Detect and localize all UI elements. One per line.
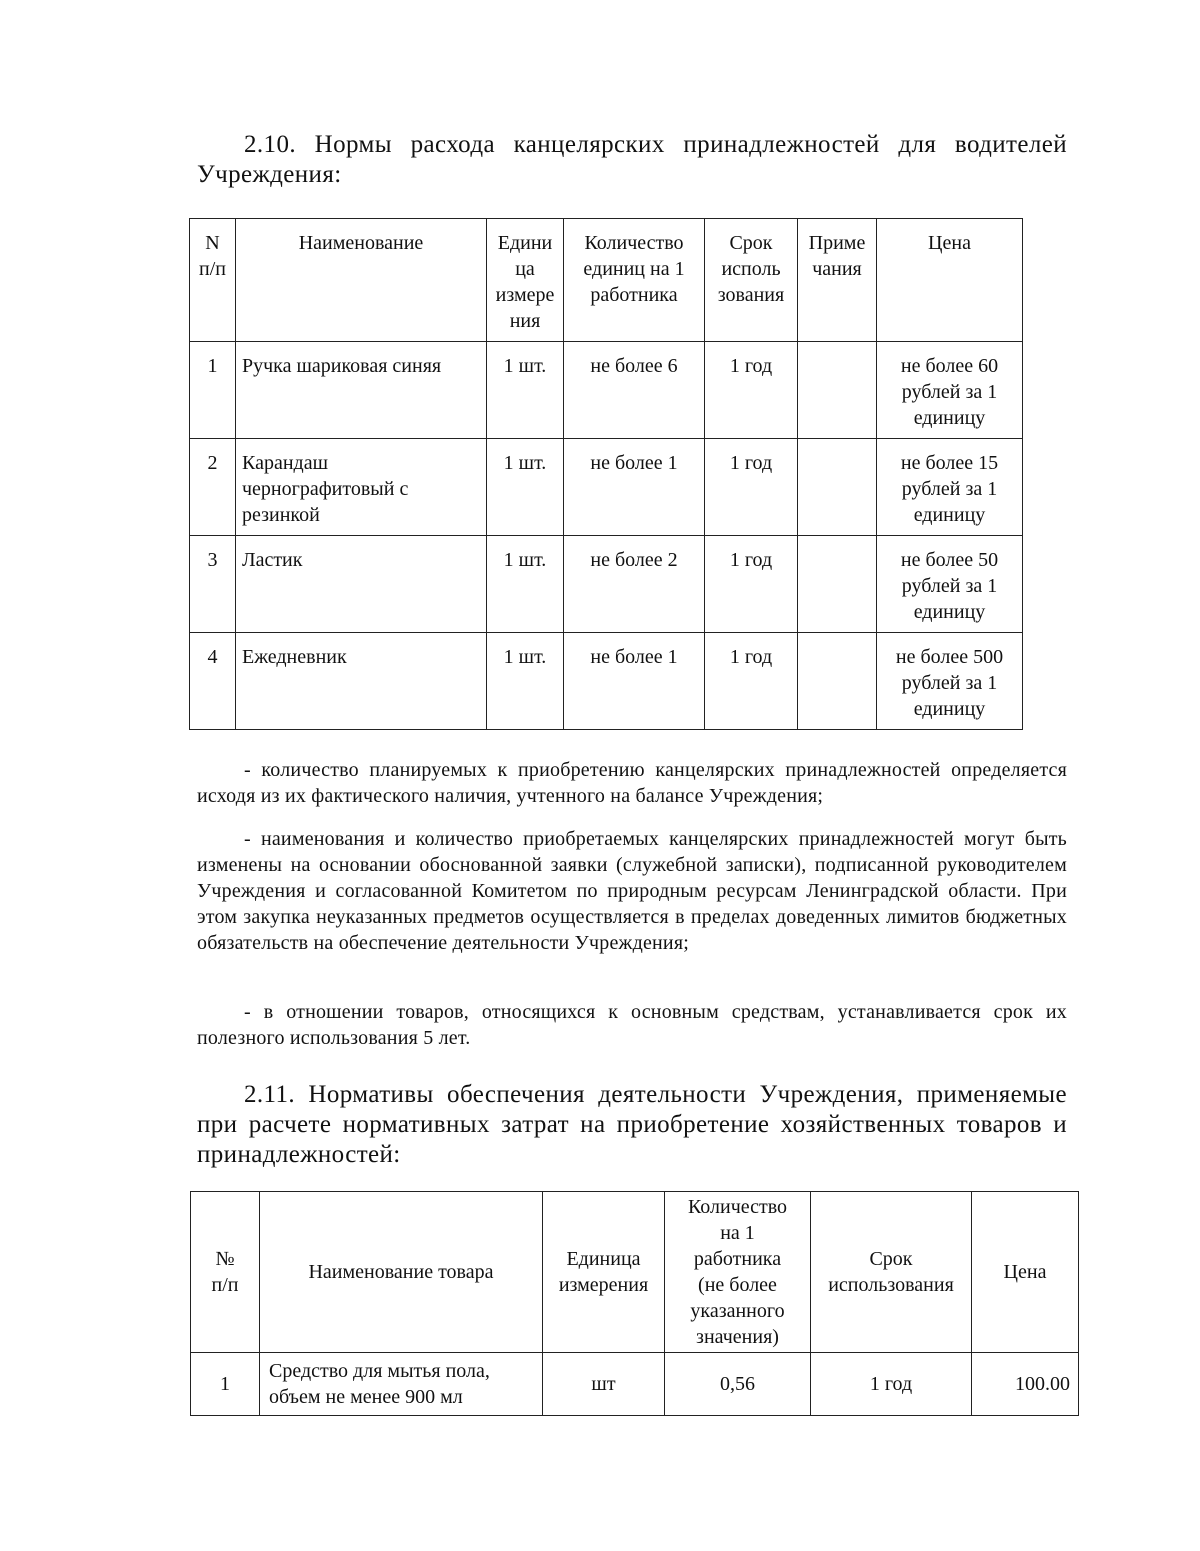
- header-label: Срок исполь зования: [717, 232, 785, 306]
- header-label: Количество единиц на 1 работника: [583, 232, 685, 306]
- cell-price: не более 50 рублей за 1 единицу: [877, 536, 1023, 633]
- header-label: Срок использования: [828, 1248, 954, 1296]
- section-2-10-heading: 2.10. Нормы расхода канцелярских принадлежностей для водителей Учреждения:: [197, 131, 1067, 188]
- header-number: [191, 1192, 260, 1353]
- table-row: [190, 536, 1023, 633]
- header-price: [877, 219, 1023, 342]
- cell-name: Ежедневник: [236, 633, 487, 730]
- header-label: Едини ца измере ния: [495, 232, 555, 332]
- cell-name: Ручка шариковая синяя: [236, 342, 487, 439]
- cell-term: 1 год: [705, 536, 798, 633]
- table-row: [190, 342, 1023, 439]
- cell-unit: 1 шт.: [487, 536, 564, 633]
- header-label: № п/п: [211, 1248, 239, 1296]
- cell-unit: 1 шт.: [487, 439, 564, 536]
- cell-term: 1 год: [705, 342, 798, 439]
- cell-name: Карандаш чернографитовый с резинкой: [236, 439, 487, 536]
- cell-quantity: 0,56: [665, 1353, 811, 1416]
- cell-term: 1 год: [705, 439, 798, 536]
- cell-number: 4: [190, 633, 236, 730]
- section-2-11-heading: 2.11. Нормативы обеспечения деятельности Учреждения, применяемые при расчете нормативных затрат на приобретение хозяйственных товаров и принадлежностей:: [197, 1081, 1067, 1168]
- cell-price: не более 15 рублей за 1 единицу: [877, 439, 1023, 536]
- cell-number: 1: [191, 1353, 260, 1416]
- cell-note: [798, 342, 877, 439]
- header-label: Количество на 1 работника (не более указанного значения): [687, 1196, 788, 1348]
- header-label: Цена: [1003, 1261, 1047, 1283]
- cell-price: не более 60 рублей за 1 единицу: [877, 342, 1023, 439]
- stationery-norms-table: [189, 218, 1023, 730]
- table-header-row: [191, 1192, 1079, 1353]
- cell-quantity: не более 2: [564, 536, 705, 633]
- header-term: [811, 1192, 972, 1353]
- header-label: Наименование: [298, 232, 424, 254]
- header-unit: [487, 219, 564, 342]
- header-label: Цена: [928, 232, 971, 254]
- table-row: [190, 633, 1023, 730]
- cell-name: Ластик: [236, 536, 487, 633]
- cell-term: 1 год: [811, 1353, 972, 1416]
- cell-note: [798, 536, 877, 633]
- cell-term: 1 год: [705, 633, 798, 730]
- cell-unit: шт: [543, 1353, 665, 1416]
- cell-price: не более 500 рублей за 1 единицу: [877, 633, 1023, 730]
- header-notes: [798, 219, 877, 342]
- cell-unit: 1 шт.: [487, 342, 564, 439]
- cell-quantity: не более 1: [564, 439, 705, 536]
- header-label: Наименование товара: [308, 1261, 494, 1283]
- header-number: [190, 219, 236, 342]
- note-paragraph: - в отношении товаров, относящихся к основным средствам, устанавливается срок их полезного использования 5 лет.: [197, 1001, 1067, 1049]
- cell-number: 3: [190, 536, 236, 633]
- cell-number: 1: [190, 342, 236, 439]
- note-paragraph: - количество планируемых к приобретению канцелярских принадлежностей определяется исходя из их фактического наличия, учтенного на балансе Учреждения;: [197, 759, 1067, 807]
- header-name: [260, 1192, 543, 1353]
- cell-note: [798, 439, 877, 536]
- header-label: Приме чания: [808, 232, 866, 280]
- cell-note: [798, 633, 877, 730]
- header-term: [705, 219, 798, 342]
- cell-quantity: не более 1: [564, 633, 705, 730]
- header-label: N п/п: [199, 232, 226, 280]
- table-row: [190, 439, 1023, 536]
- note-paragraph: - наименования и количество приобретаемых канцелярских принадлежностей могут быть изменены на основании обоснованной заявки (служебной записки), подписанной руководителем Учреждения и согласованной Комитетом по природным ресурсам Ленинградской области. При этом закупка неуказанных предметов осуществляется в пределах доведенных лимитов бюджетных обязательств на обеспечение деятельности Учреждения;: [197, 828, 1067, 954]
- cell-name: Средство для мытья пола, объем не менее 900 мл: [260, 1353, 543, 1416]
- cell-price: 100.00: [972, 1353, 1079, 1416]
- header-unit: [543, 1192, 665, 1353]
- header-label: Единица измерения: [558, 1248, 649, 1296]
- header-price: [972, 1192, 1079, 1353]
- header-name: [236, 219, 487, 342]
- household-goods-table: [190, 1191, 1079, 1416]
- cell-unit: 1 шт.: [487, 633, 564, 730]
- cell-number: 2: [190, 439, 236, 536]
- table-header-row: [190, 219, 1023, 342]
- header-quantity: [564, 219, 705, 342]
- table-row: [191, 1353, 1079, 1416]
- cell-quantity: не более 6: [564, 342, 705, 439]
- header-quantity: [665, 1192, 811, 1353]
